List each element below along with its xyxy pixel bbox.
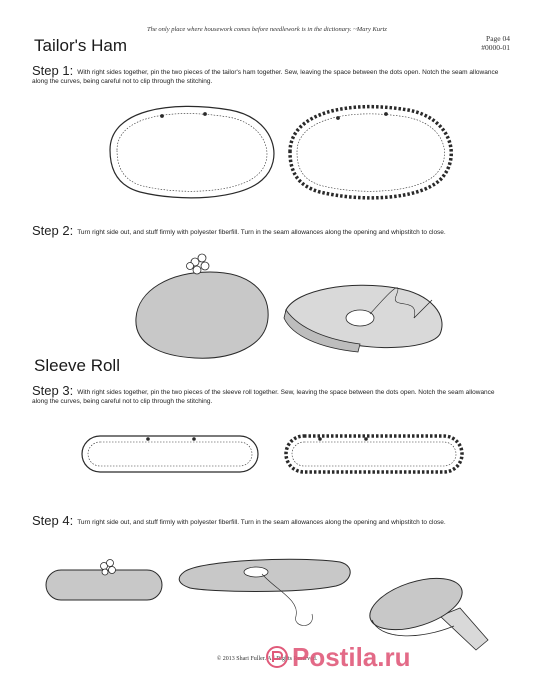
step-4-stuffed-roll-illustration bbox=[46, 560, 162, 601]
step-4-whipstitch-illustration bbox=[179, 559, 350, 625]
step-1-ham-notched-illustration bbox=[290, 107, 451, 198]
step-3-text: With right sides together, pin the two pieces of the sleeve roll together. Sew, leaving the space between the dots open. Notch the seam allowance along the curves, being careful not to clip through the stitching. bbox=[32, 389, 495, 405]
section-title-sleeve-roll: Sleeve Roll bbox=[34, 356, 120, 375]
step-3-roll-notched-illustration bbox=[286, 436, 462, 472]
watermark-logo-icon bbox=[266, 646, 288, 668]
step-2-label: Step 2: bbox=[32, 223, 74, 238]
svg-text:Postila.ru: Postila.ru bbox=[292, 642, 411, 672]
step-2-stuffed-ham-illustration bbox=[136, 254, 268, 358]
page-label: Page 04 bbox=[486, 34, 510, 43]
header-quote: The only place where housework comes before needlework is in the dictionary. ~Mary Kurtz bbox=[147, 26, 387, 33]
step-4-label: Step 4: bbox=[32, 513, 74, 528]
step-1-text: With right sides together, pin the two pieces of the tailor's ham together. Sew, leaving the space between the dots open. Notch the seam allowance along the curves, being careful not to clip through the stitching. bbox=[32, 69, 499, 85]
pattern-number: #0000-01 bbox=[481, 43, 510, 52]
step-4-text: Turn right side out, and stuff firmly with polyester fiberfill. Turn in the seam allowances along the opening and whipstitch to close. bbox=[77, 519, 446, 526]
watermark-logo-text bbox=[292, 642, 512, 672]
step-3-label: Step 3: bbox=[32, 383, 74, 398]
step-2-whipstitch-illustration bbox=[284, 285, 442, 352]
step-1-label: Step 1: bbox=[32, 63, 74, 78]
watermark bbox=[266, 642, 512, 672]
step-4-roll-in-use-illustration bbox=[364, 568, 488, 650]
section-title-tailors-ham: Tailor's Ham bbox=[34, 36, 127, 55]
step-1-ham-pinned-illustration bbox=[110, 106, 274, 197]
step-2-text: Turn right side out, and stuff firmly with polyester fiberfill. Turn in the seam allowances along the opening and whipstitch to close. bbox=[77, 229, 446, 236]
step-3-roll-pinned-illustration bbox=[82, 436, 258, 472]
copyright-notice: © 2013 Shari Fuller. All Rights Reserved. bbox=[216, 656, 318, 662]
